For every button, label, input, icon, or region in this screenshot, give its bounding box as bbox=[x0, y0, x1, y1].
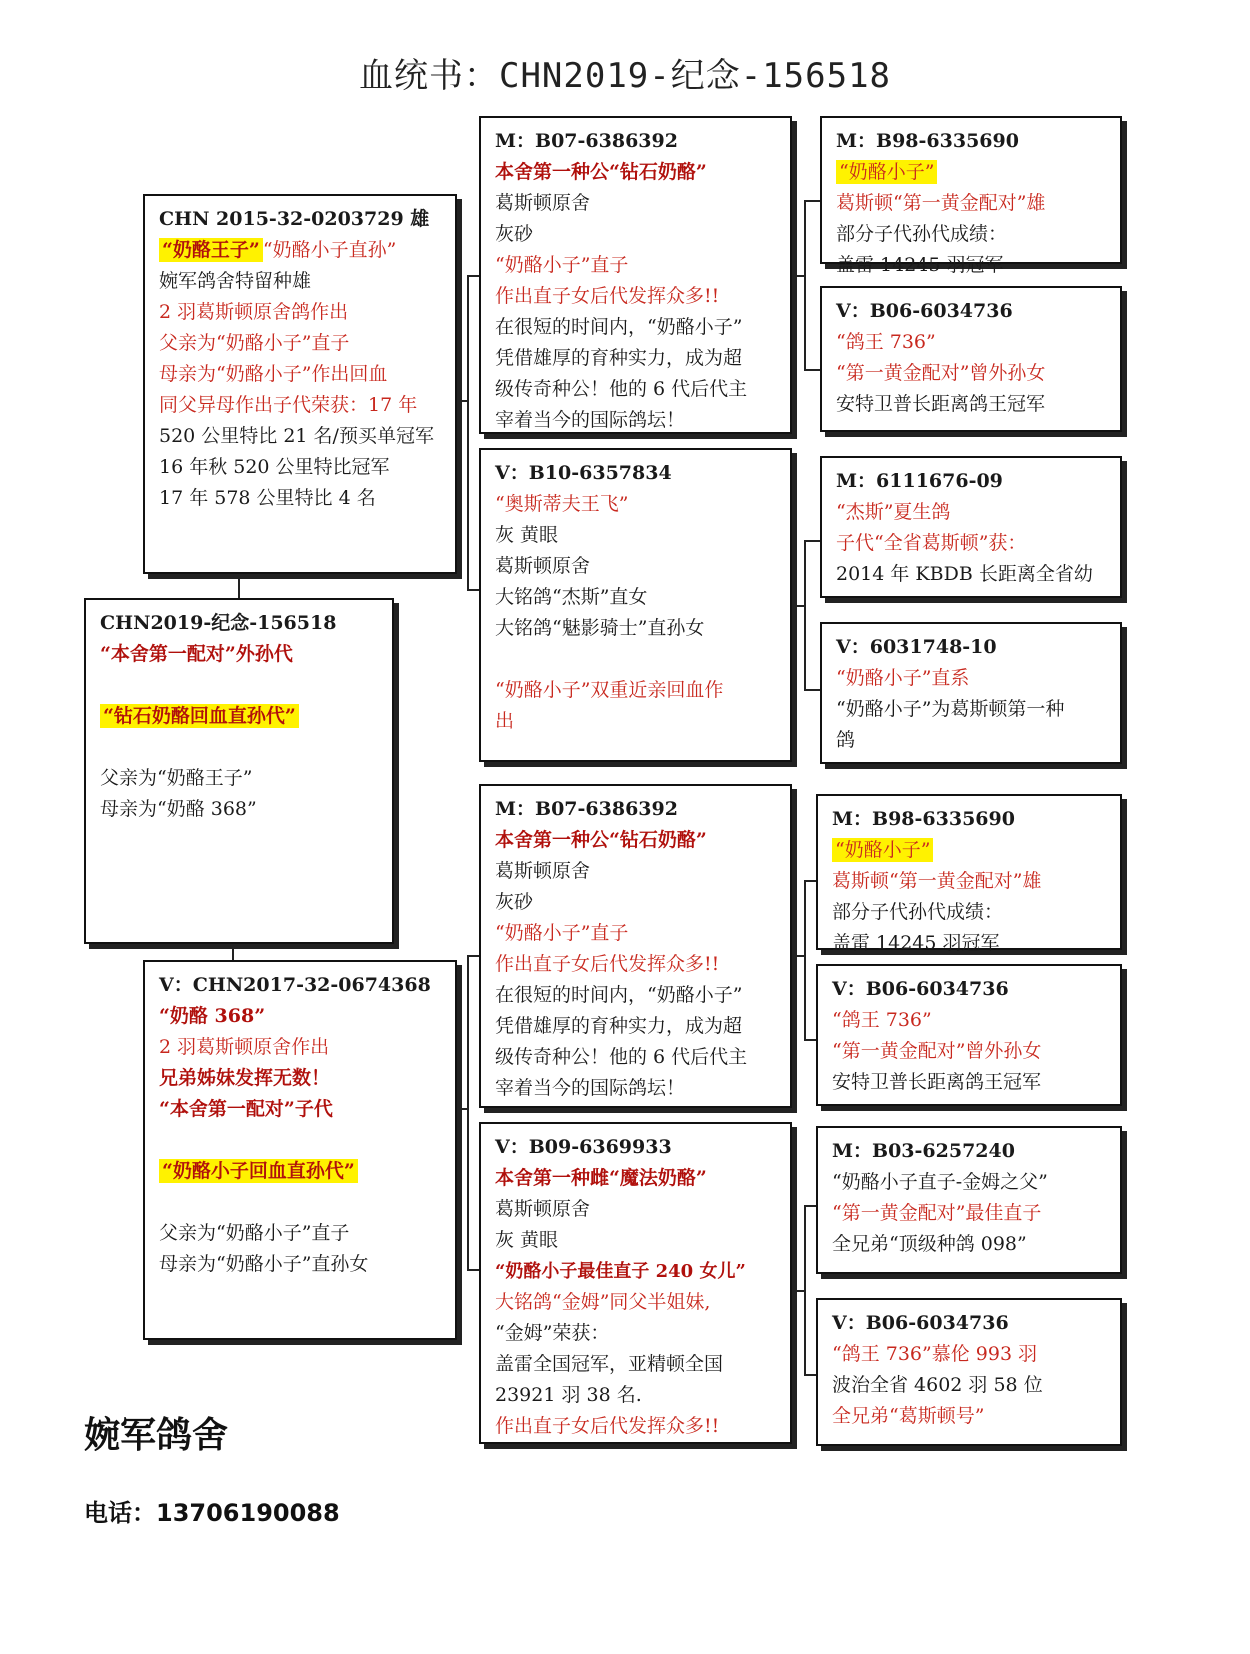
connector-line bbox=[467, 955, 469, 1270]
ring-number: M：B07-6386392 bbox=[495, 130, 678, 152]
connector-line bbox=[467, 955, 479, 957]
pigeon-name: 本舍第一种雌“魔法奶酪” bbox=[495, 1167, 707, 1189]
ring-number: M：B98-6335690 bbox=[836, 130, 1019, 152]
detail-line: 凭借雄厚的育种实力，成为超 bbox=[495, 347, 743, 369]
detail-line: 大铭鸽“杰斯”直女 bbox=[495, 586, 648, 608]
ancestor-card bbox=[816, 794, 1122, 954]
detail-line: 在很短的时间内，“奶酪小子” bbox=[495, 316, 743, 338]
detail-line: “金姆”荣获： bbox=[495, 1322, 610, 1344]
detail-line: 级传奇种公！他的 6 代后代主 bbox=[495, 1046, 748, 1068]
connector-line bbox=[467, 1269, 479, 1271]
detail-line: 灰砂 bbox=[495, 891, 534, 913]
pigeon-card bbox=[84, 598, 394, 944]
pedigree-title: 血统书：CHN2019-纪念-156518 bbox=[358, 56, 892, 96]
detail-line: 盖雷全国冠军，亚精顿全国 bbox=[495, 1353, 724, 1375]
detail-line: 灰 黄眼 bbox=[495, 1229, 559, 1251]
detail-line: 23921 羽 38 名. bbox=[495, 1384, 642, 1406]
dam-dam-card bbox=[479, 1122, 792, 1444]
detail-line: 部分子代孙代成绩： bbox=[832, 901, 1004, 923]
detail-line: 葛斯顿“第一黄金配对”雄 bbox=[836, 192, 1046, 214]
detail-line: 部分子代孙代成绩： bbox=[836, 223, 1008, 245]
sire-card bbox=[143, 194, 457, 574]
ancestor-card bbox=[820, 622, 1122, 764]
sire-note: 母亲为“奶酪小子”作出回血 bbox=[159, 363, 388, 385]
detail-line: 大铭鸽“金姆”同父半姐妹, bbox=[495, 1291, 711, 1313]
detail-line: 灰砂 bbox=[495, 223, 534, 245]
detail-line: 盖雷 14245 羽冠军 bbox=[836, 254, 1004, 276]
detail-line: 葛斯顿原舍 bbox=[495, 555, 591, 577]
dam-ring-number: V：CHN2017-32-0674368 bbox=[159, 974, 431, 996]
detail-line: 子代“全省葛斯顿”获： bbox=[836, 532, 1027, 554]
detail-line: 宰着当今的国际鸽坛！ bbox=[495, 1077, 686, 1099]
connector-line bbox=[467, 589, 479, 591]
ancestor-card bbox=[816, 1298, 1122, 1446]
pigeon-name: “鸽王 736”慕伦 993 羽 bbox=[832, 1343, 1038, 1365]
ancestor-card bbox=[820, 116, 1122, 276]
detail-line: 安特卫普长距离鸽王冠军 bbox=[832, 1071, 1042, 1093]
ring-number: V：B10-6357834 bbox=[495, 462, 672, 484]
pigeon-name: “鸽王 736” bbox=[836, 331, 936, 353]
detail-line: 2014 年 KBDB 长距离全省幼 bbox=[836, 563, 1093, 585]
detail-line: 葛斯顿“第一黄金配对”雄 bbox=[832, 870, 1042, 892]
connector-line bbox=[804, 1205, 806, 1375]
connector-line bbox=[804, 1205, 816, 1207]
pigeon-name: 本舍第一种公“钻石奶酪” bbox=[495, 829, 707, 851]
ancestor-card bbox=[816, 964, 1122, 1106]
ring-number: M：B07-6386392 bbox=[495, 798, 678, 820]
ancestor-card bbox=[820, 456, 1122, 598]
ring-number: M：B03-6257240 bbox=[832, 1140, 1015, 1162]
ancestor-card bbox=[820, 286, 1122, 432]
detail-line: 葛斯顿原舍 bbox=[495, 192, 591, 214]
detail-line: 葛斯顿原舍 bbox=[495, 860, 591, 882]
connector-line bbox=[804, 689, 820, 691]
detail-line: 盖雷 14245 羽冠军 bbox=[832, 932, 1000, 954]
ring-number: M：B98-6335690 bbox=[832, 808, 1015, 830]
connector-line bbox=[467, 275, 479, 277]
ring-number: V：B06-6034736 bbox=[832, 978, 1009, 1000]
detail-line: 在很短的时间内，“奶酪小子” bbox=[495, 984, 743, 1006]
dam-note: 2 羽葛斯顿原舍作出 bbox=[159, 1036, 330, 1058]
ancestor-card bbox=[816, 1126, 1122, 1274]
pigeon-name: “奥斯蒂夫王飞” bbox=[495, 493, 629, 515]
sire-dam-card bbox=[479, 448, 792, 762]
connector-line bbox=[804, 540, 820, 542]
sire-note: 父亲为“奶酪小子”直子 bbox=[159, 332, 350, 354]
detail-line: 作出直子女后代发挥众多!! bbox=[495, 285, 720, 307]
detail-line: 凭借雄厚的育种实力，成为超 bbox=[495, 1015, 743, 1037]
ring-number: V：6031748-10 bbox=[836, 636, 997, 658]
detail-line: 灰 黄眼 bbox=[495, 524, 559, 546]
detail-line: “奶酪小子”直子 bbox=[495, 254, 629, 276]
connector-line bbox=[804, 540, 806, 690]
pigeon-ring-number: CHN2019-纪念-156518 bbox=[100, 612, 337, 634]
detail-line: “奶酪小子”双重近亲回血作 bbox=[495, 679, 724, 701]
dam-highlight: “奶酪小子回血直孙代” bbox=[159, 1159, 358, 1183]
ring-number: V：B06-6034736 bbox=[832, 1312, 1009, 1334]
pigeon-name: “奶酪小子” bbox=[832, 838, 933, 862]
sire-name-highlight: “奶酪王子” bbox=[159, 238, 263, 262]
connector-line bbox=[804, 200, 806, 370]
dam-father: 父亲为“奶酪小子”直子 bbox=[159, 1222, 350, 1244]
detail-line: “第一黄金配对”最佳直子 bbox=[832, 1202, 1042, 1224]
ring-number: V：B09-6369933 bbox=[495, 1136, 672, 1158]
sire-name-suffix: “奶酪小子直孙” bbox=[262, 239, 397, 261]
pigeon-name: “奶酪小子直子-金姆之父” bbox=[832, 1171, 1048, 1193]
sire-note: 2 羽葛斯顿原舍鸽作出 bbox=[159, 301, 349, 323]
connector-line bbox=[804, 1039, 816, 1041]
detail-line: 鸽 bbox=[836, 729, 856, 751]
detail-line: “奶酪小子”直子 bbox=[495, 922, 629, 944]
pigeon-name: “奶酪小子”直系 bbox=[836, 667, 970, 689]
dam-note: 兄弟姊妹发挥无数！ bbox=[159, 1067, 331, 1089]
dam-card bbox=[143, 960, 457, 1340]
sire-note: 婉军鸽舍特留种雄 bbox=[159, 270, 312, 292]
detail-line: “第一黄金配对”曾外孙女 bbox=[836, 362, 1046, 384]
dam-sire-card bbox=[479, 784, 792, 1108]
sire-sire-card bbox=[479, 116, 792, 434]
pigeon-note: “本舍第一配对”外孙代 bbox=[100, 643, 293, 665]
sire-note: 同父异母作出子代荣获：17 年 bbox=[159, 394, 418, 416]
pigeon-name: “奶酪小子” bbox=[836, 160, 937, 184]
phone-number: 电话：13706190088 bbox=[84, 1499, 340, 1527]
pigeon-name: 本舍第一种公“钻石奶酪” bbox=[495, 161, 707, 183]
pigeon-highlight: “钻石奶酪回血直孙代” bbox=[100, 704, 299, 728]
detail-line: 安特卫普长距离鸽王冠军 bbox=[836, 393, 1046, 415]
detail-line: 大铭鸽“魅影骑士”直孙女 bbox=[495, 617, 705, 639]
connector-line bbox=[804, 880, 816, 882]
detail-line: 作出直子女后代发挥众多!! bbox=[495, 1415, 720, 1437]
detail-line: 级传奇种公！他的 6 代后代主 bbox=[495, 378, 748, 400]
detail-line: 出 bbox=[495, 710, 515, 732]
connector-line bbox=[804, 200, 820, 202]
sire-ring-number: CHN 2015-32-0203729 雄 bbox=[159, 208, 430, 230]
connector-line bbox=[804, 369, 820, 371]
pigeon-father: 父亲为“奶酪王子” bbox=[100, 767, 253, 789]
detail-line: “奶酪小子最佳直子 240 女儿” bbox=[495, 1261, 746, 1282]
connector-line bbox=[467, 275, 469, 590]
connector-line bbox=[232, 942, 234, 962]
sire-result: 16 年秋 520 公里特比冠军 bbox=[159, 456, 390, 478]
pigeon-name: “杰斯”夏生鸽 bbox=[836, 501, 951, 523]
detail-line: 葛斯顿原舍 bbox=[495, 1198, 591, 1220]
detail-line: 宰着当今的国际鸽坛！ bbox=[495, 409, 686, 431]
detail-line: 全兄弟“葛斯顿号” bbox=[832, 1405, 985, 1427]
detail-line: 作出直子女后代发挥众多!! bbox=[495, 953, 720, 975]
pigeon-mother: 母亲为“奶酪 368” bbox=[100, 798, 257, 820]
detail-line: “第一黄金配对”曾外孙女 bbox=[832, 1040, 1042, 1062]
detail-line: 全兄弟“顶级种鸽 098” bbox=[832, 1233, 1027, 1255]
connector-line bbox=[804, 1374, 816, 1376]
pigeon-name: “鸽王 736” bbox=[832, 1009, 932, 1031]
ring-number: V：B06-6034736 bbox=[836, 300, 1013, 322]
dam-mother: 母亲为“奶酪小子”直孙女 bbox=[159, 1253, 369, 1275]
dam-note: “本舍第一配对”子代 bbox=[159, 1098, 333, 1120]
detail-line: “奶酪小子”为葛斯顿第一种 bbox=[836, 698, 1065, 720]
kennel-name: 婉军鸽舍 bbox=[84, 1415, 229, 1456]
sire-result: 17 年 578 公里特比 4 名 bbox=[159, 487, 376, 509]
sire-result: 520 公里特比 21 名/预买单冠军 bbox=[159, 425, 434, 447]
dam-name: “奶酪 368” bbox=[159, 1005, 266, 1027]
ring-number: M：6111676-09 bbox=[836, 470, 1003, 492]
connector-line bbox=[804, 880, 806, 1040]
detail-line: 波治全省 4602 羽 58 位 bbox=[832, 1374, 1043, 1396]
